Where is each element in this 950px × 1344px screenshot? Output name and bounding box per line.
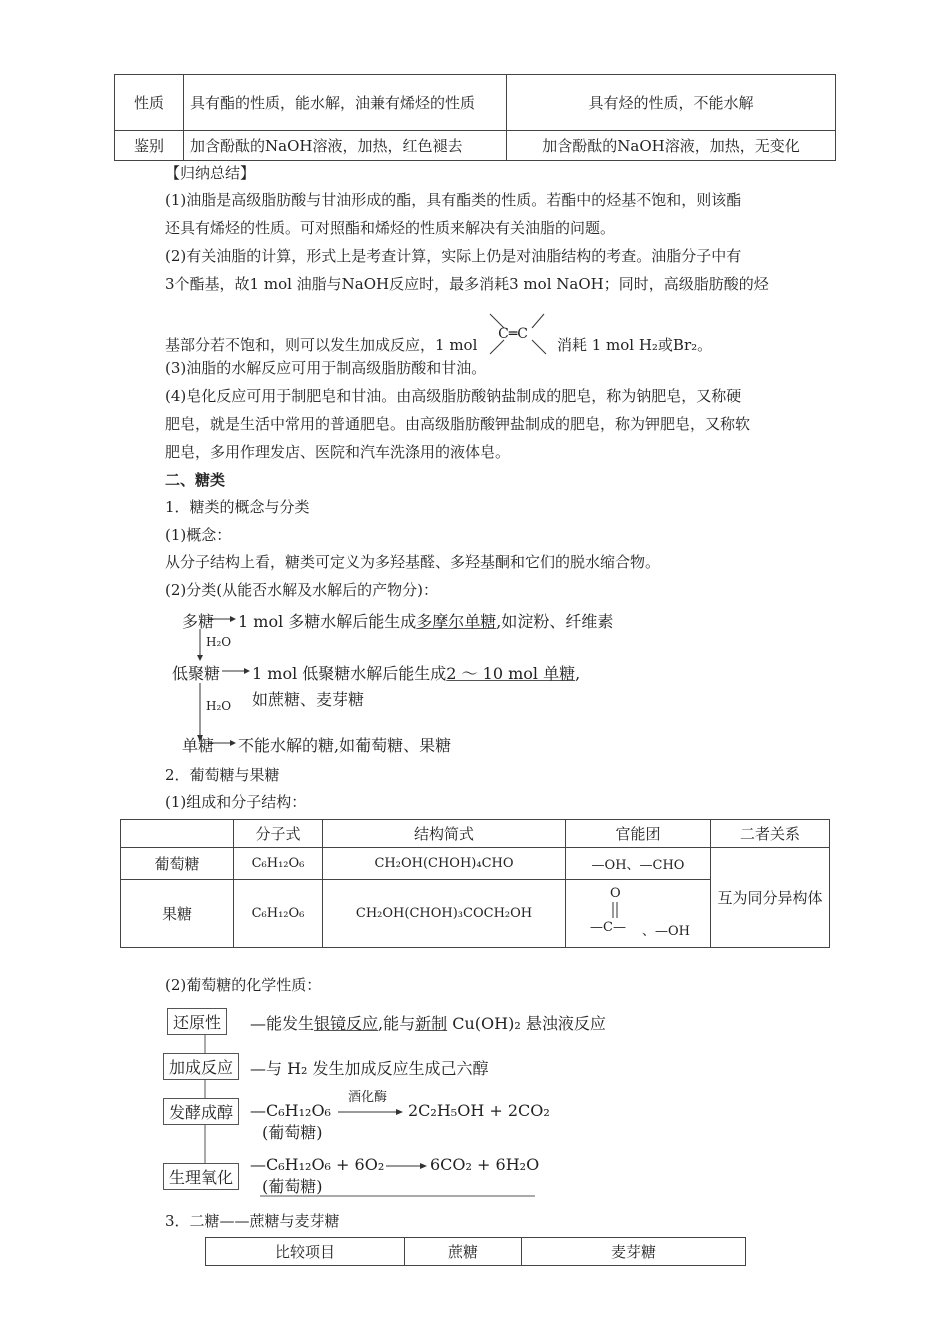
disaccharide-table: [205, 1237, 746, 1266]
table-header-row: [206, 1238, 746, 1266]
addition-box: 加成反应: [163, 1053, 239, 1080]
paragraph: (2)分类(从能否水解及水解后的产物分)：: [165, 581, 438, 599]
oxidation-formula: —C₆H₁₂O₆ + 6O₂: [250, 1155, 385, 1174]
table-row: [121, 848, 830, 880]
fermentation-formula: —C₆H₁₂O₆: [250, 1101, 331, 1120]
table-cell: C₆H₁₂O₆: [234, 880, 323, 948]
row-label: 性质: [115, 75, 184, 131]
water-label: H₂O: [206, 635, 232, 649]
double-bond-icon: [610, 902, 620, 918]
header-cell: [121, 820, 234, 848]
table-cell: 葡萄糖: [121, 848, 234, 880]
oxygen-label: O: [610, 885, 621, 901]
table-cell: 果糖: [121, 880, 234, 948]
polysaccharide-desc: 1 mol 多糖水解后能生成多摩尔单糖,如淀粉、纤维素: [238, 612, 614, 631]
monosaccharide-desc: 不能水解的糖,如葡萄糖、果糖: [238, 736, 452, 755]
relation-cell: 互为同分异构体: [711, 848, 830, 948]
reducibility-desc: —能发生银镜反应,能与新制 Cu(OH)₂ 悬浊液反应: [250, 1014, 606, 1033]
sugar-classification-diagram: [170, 605, 650, 755]
oxidation-box: 生理氧化: [163, 1163, 239, 1190]
carbon-label: —C—: [590, 919, 626, 935]
paragraph: 从分子结构上看，糖类可定义为多羟基醛、多羟基酮和它们的脱水缩合物。: [165, 553, 661, 571]
double-bond-structure: [482, 326, 552, 350]
oligosaccharide-desc: 1 mol 低聚糖水解后能生成2 ～ 10 mol 单糖,: [252, 664, 581, 683]
paragraph: 肥皂，就是生活中常用的普通肥皂。由高级脂肪酸钾盐制成的肥皂，称为钾肥皂，又称软: [165, 415, 751, 433]
oxidation-products: 6CO₂ + 6H₂O: [430, 1155, 540, 1174]
summary-heading: 【归纳总结】: [165, 164, 256, 182]
paragraph: (4)皂化反应可用于制肥皂和甘油。由高级脂肪酸钠盐制成的肥皂，称为钠肥皂，又称硬: [165, 387, 742, 405]
header-cell: 麦芽糖: [522, 1238, 746, 1266]
addition-desc: —与 H₂ 发生加成反应生成己六醇: [250, 1059, 489, 1078]
paragraph: (1)概念：: [165, 526, 232, 544]
paragraph: (2)有关油脂的计算，形式上是考查计算，实际上仍是对油脂结构的考查。油脂分子中有: [165, 247, 742, 265]
paragraph: (1)油脂是高级脂肪酸与甘油形成的酯，具有酯类的性质。若酯中的烃基不饱和，则该酯: [165, 191, 742, 209]
catalyst-label: 酒化酶: [348, 1090, 388, 1105]
table-header-row: [121, 820, 830, 848]
paragraph: 肥皂，多用作理发店、医院和汽车洗涤用的液体皂。: [165, 443, 511, 461]
glucose-name: (葡萄糖): [262, 1177, 323, 1196]
hydroxyl-label: 、—OH: [642, 923, 690, 939]
oil-comparison-table: [114, 74, 836, 161]
text: 消耗 1 mol H₂或Br₂。: [556, 336, 713, 354]
water-label: H₂O: [206, 699, 232, 713]
table-cell: 加含酚酞的NaOH溶液，加热，无变化: [507, 131, 836, 161]
paragraph: (2)葡萄糖的化学性质：: [165, 976, 322, 994]
table-cell: 具有烃的性质，不能水解: [507, 75, 836, 131]
reaction-arrow-icon: [386, 1162, 428, 1170]
oligosaccharide-label: 低聚糖: [172, 664, 221, 683]
paragraph: (3)油脂的水解反应可用于制高级脂肪酸和甘油。: [165, 359, 487, 377]
table-cell: 加含酚酞的NaOH溶液，加热，红色褪去: [184, 131, 507, 161]
header-cell: 官能团: [566, 820, 711, 848]
fermentation-products: 2C₂H₅OH + 2CO₂: [408, 1101, 550, 1120]
table-cell: 具有酯的性质，能水解，油兼有烯烃的性质: [184, 75, 507, 131]
reducibility-box: 还原性: [167, 1008, 227, 1035]
paragraph: (1)组成和分子结构：: [165, 793, 307, 811]
header-cell: 分子式: [234, 820, 323, 848]
carbonyl-structure: [572, 884, 704, 944]
subsection-title: 3．二糖——蔗糖与麦芽糖: [165, 1212, 340, 1230]
monosaccharide-label: 单糖: [182, 736, 215, 755]
table-cell: CH₂OH(CHOH)₄CHO: [323, 848, 566, 880]
cc-label: C═C: [498, 326, 529, 342]
table-cell: C₆H₁₂O₆: [234, 848, 323, 880]
row-label: 鉴别: [115, 131, 184, 161]
header-cell: 二者关系: [711, 820, 830, 848]
fermentation-box: 发酵成醇: [163, 1098, 239, 1125]
header-cell: 结构简式: [323, 820, 566, 848]
oligosaccharide-example: 如蔗糖、麦芽糖: [252, 690, 365, 709]
paragraph: 还具有烯烃的性质。可对照酯和烯烃的性质来解决有关油脂的问题。: [165, 219, 616, 237]
paragraph: [165, 326, 713, 355]
subsection-title: 2．葡萄糖与果糖: [165, 766, 280, 784]
header-cell: 蔗糖: [405, 1238, 522, 1266]
header-cell: 比较项目: [206, 1238, 405, 1266]
reaction-arrow-icon: [338, 1108, 404, 1116]
subsection-title: 1．糖类的概念与分类: [165, 498, 310, 516]
polysaccharide-label: 多糖: [182, 612, 215, 631]
text: 基部分若不饱和，则可以发生加成反应，1 mol: [165, 336, 478, 354]
table-row: [115, 75, 836, 131]
table-row: [115, 131, 836, 161]
table-cell: [566, 880, 711, 948]
paragraph: 3个酯基，故1 mol 油脂与NaOH反应时，最多消耗3 mol NaOH；同时，高级脂肪酸的烃: [165, 275, 769, 293]
section-title: 二、糖类: [165, 471, 226, 489]
glucose-name: (葡萄糖): [262, 1123, 323, 1142]
table-cell: CH₂OH(CHOH)₃COCH₂OH: [323, 880, 566, 948]
table-cell: —OH、—CHO: [566, 848, 711, 880]
glucose-fructose-table: [120, 819, 830, 948]
